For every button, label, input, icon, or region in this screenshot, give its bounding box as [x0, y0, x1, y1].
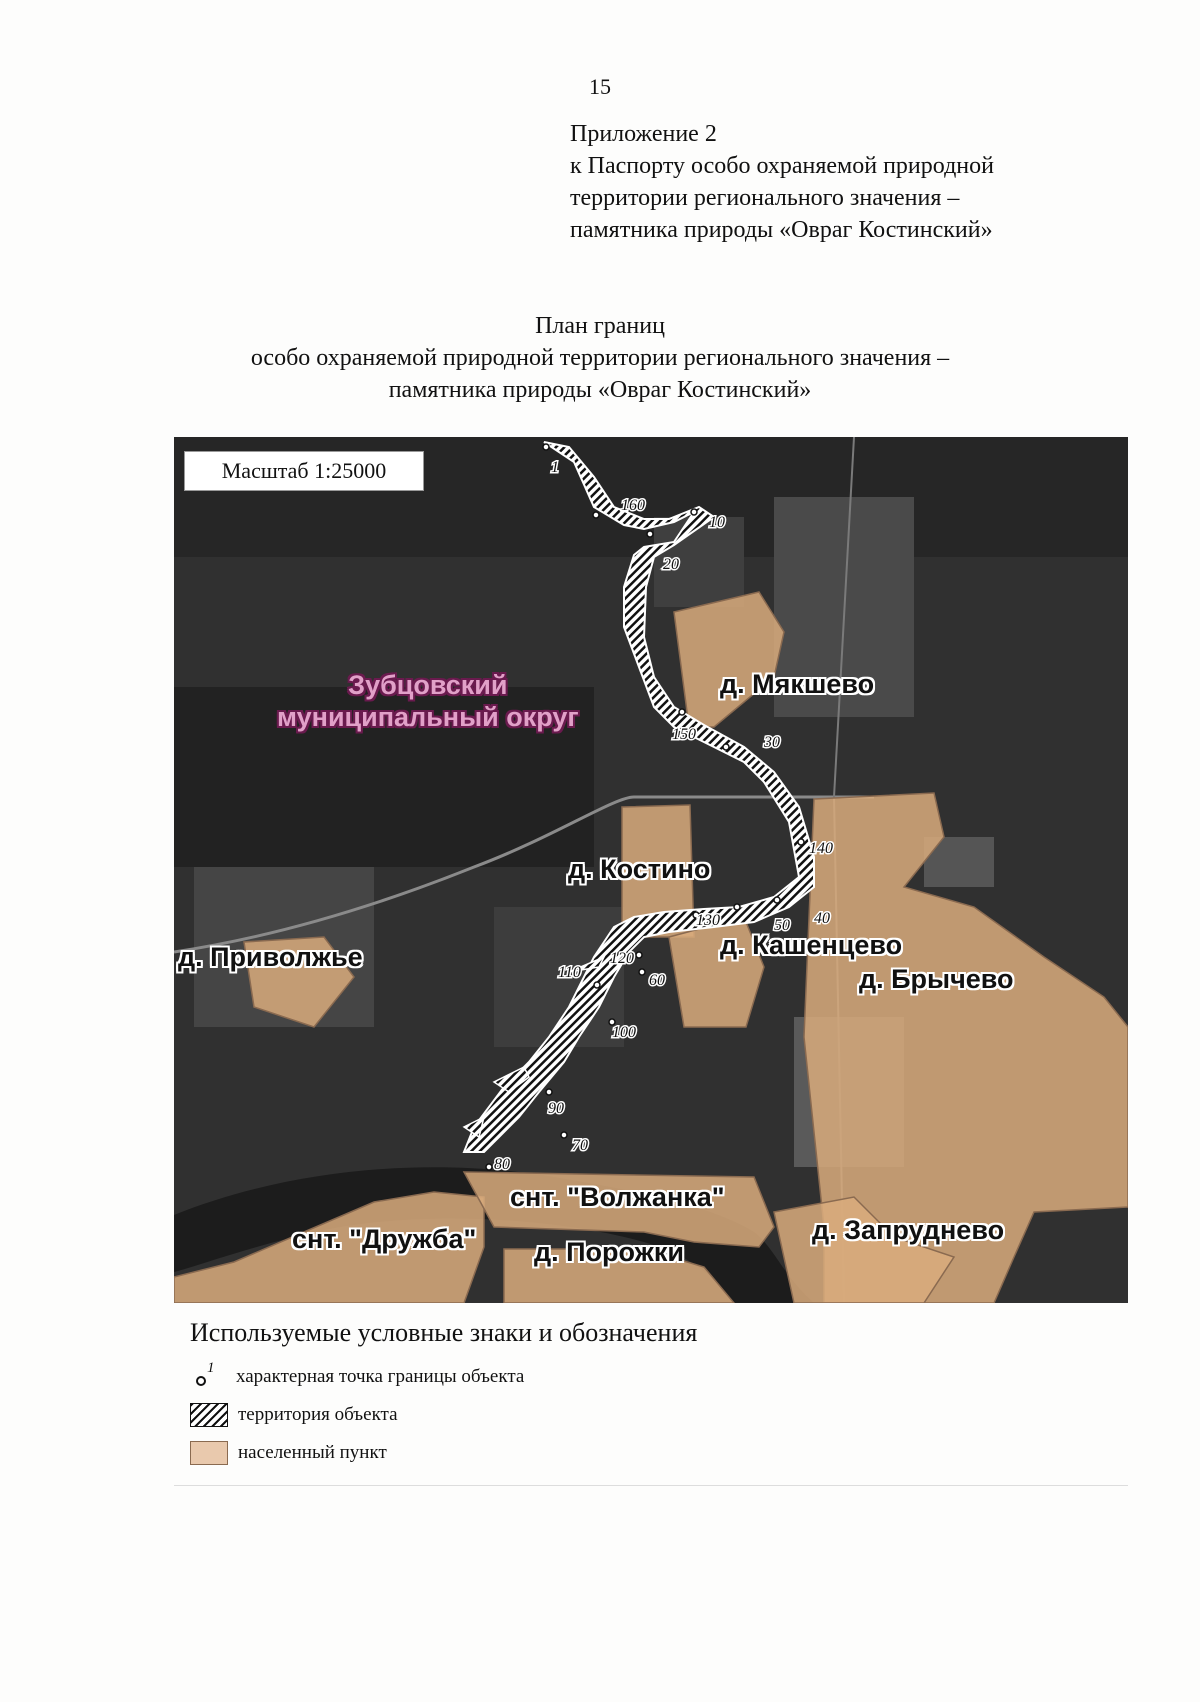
point-label: 60 [649, 972, 665, 989]
plan-title-line: особо охраняемой природной территории регионального значения – [250, 345, 950, 371]
settlement-label-volzhanka: снт. "Волжанка" [510, 1182, 725, 1212]
settlement-label-druzhba: снт. "Дружба" [292, 1224, 477, 1254]
boundary-point-marker [798, 839, 804, 845]
point-label: 10 [709, 514, 725, 531]
settlement-label-kostino: д. Костино [568, 854, 711, 884]
legend-item-label: территория объекта [238, 1404, 398, 1425]
legend-item-label: населенный пункт [238, 1442, 387, 1463]
point-label: 140 [809, 840, 833, 857]
plan-title-line: План границ [535, 313, 665, 339]
plan-title-line: памятника природы «Овраг Костинский» [388, 377, 812, 403]
boundary-point-marker [774, 897, 780, 903]
district-label-line: Зубцовский [348, 670, 508, 700]
boundary-point-marker [691, 509, 697, 515]
point-label: 20 [663, 556, 679, 573]
boundary-point-marker [486, 1164, 492, 1170]
map-scale: Масштаб 1:25000 [184, 451, 424, 491]
boundary-point-marker [639, 969, 645, 975]
legend-item-label: характерная точка границы объекта [236, 1366, 525, 1387]
point-label: 100 [612, 1024, 636, 1041]
legend-title: Используемые условные знаки и обозначения [190, 1318, 698, 1347]
page-number: 15 [589, 74, 611, 99]
settlement-label-kashentsevo: д. Кашенцево [720, 930, 903, 960]
boundary-point-marker [543, 444, 549, 450]
appendix-line: территории регионального значения – [570, 185, 960, 211]
boundary-point-marker [723, 744, 729, 750]
settlement-label-myaksheevo: д. Мякшево [720, 669, 875, 699]
boundary-point-marker [593, 512, 599, 518]
point-label: 110 [558, 964, 581, 981]
legend-item-settlement [190, 1441, 387, 1465]
boundary-map [174, 437, 1128, 1303]
point-label: 160 [621, 497, 645, 514]
point-label: 90 [548, 1100, 564, 1117]
point-label: 130 [696, 912, 720, 929]
boundary-point-marker [734, 904, 740, 910]
settlement-label-brychevo: д. Брычево [859, 964, 1014, 994]
district-label [277, 669, 579, 733]
settlement-label-zaprudnevo: д. Запруднево [812, 1215, 1005, 1245]
boundary-point-marker [561, 1132, 567, 1138]
legend-point-number: 1 [207, 1360, 215, 1376]
point-label: 80 [494, 1156, 510, 1173]
plan-title [0, 310, 1200, 406]
hatch-swatch-icon [190, 1403, 228, 1427]
settlement-label-privolzhye: д. Приволжье [178, 942, 363, 972]
settlement-label-porozhki: д. Порожки [534, 1237, 684, 1267]
divider [174, 1485, 1128, 1486]
district-label-line: муниципальный округ [277, 702, 579, 732]
boundary-point-icon [190, 1360, 226, 1388]
appendix-line: Приложение 2 [570, 121, 717, 147]
boundary-point-marker [546, 1089, 552, 1095]
point-label: 70 [572, 1137, 588, 1154]
boundary-point-marker [594, 982, 600, 988]
point-label: 120 [610, 950, 634, 967]
legend-item-point [190, 1360, 525, 1388]
point-label: 150 [672, 726, 696, 743]
legend-item-territory [190, 1403, 398, 1427]
boundary-point-marker [636, 952, 642, 958]
appendix-line: памятника природы «Овраг Костинский» [570, 217, 993, 243]
appendix-header [570, 118, 994, 246]
settlement-swatch-icon [190, 1441, 228, 1465]
point-label: 50 [774, 917, 790, 934]
appendix-line: к Паспорту особо охраняемой природной [570, 153, 994, 179]
point-label: 30 [764, 734, 780, 751]
point-label: 40 [814, 910, 830, 927]
boundary-point-marker [647, 531, 653, 537]
boundary-point-marker [679, 709, 685, 715]
point-label: 1 [551, 459, 559, 476]
